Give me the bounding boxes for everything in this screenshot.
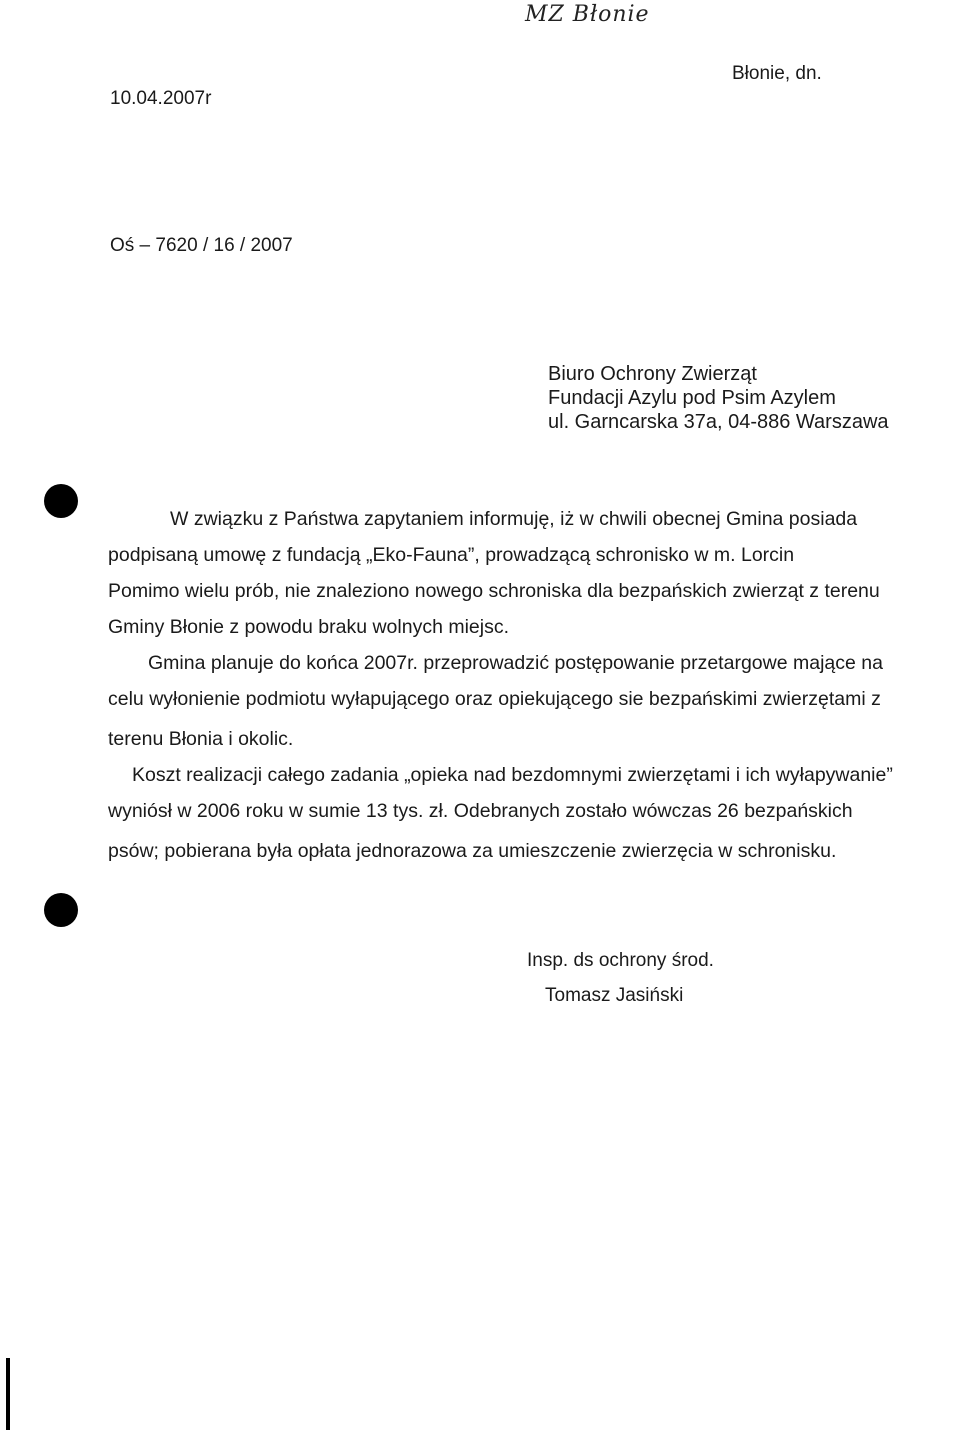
punch-hole-mark [44, 484, 78, 518]
body-line: celu wyłonienie podmiotu wyłapującego oraz opiekującego sie bezpańskimi zwierzętami z [108, 688, 881, 710]
recipient-line-3: ul. Garncarska 37a, 04-886 Warszawa [548, 411, 889, 433]
signature-name: Tomasz Jasiński [545, 985, 684, 1006]
document-date: 10.04.2007r [110, 88, 212, 109]
body-line: psów; pobierana była opłata jednorazowa za umieszczenie zwierzęcia w schronisku. [108, 840, 837, 862]
punch-hole-mark [44, 893, 78, 927]
recipient-line-2: Fundacji Azylu pod Psim Azylem [548, 387, 836, 409]
scan-edge-mark [6, 1358, 10, 1430]
body-line: Gminy Błonie z powodu braku wolnych miejsc. [108, 616, 510, 638]
body-line: W związku z Państwa zapytaniem informuję, iż w chwili obecnej Gmina posiada [170, 508, 858, 530]
body-line: Pomimo wielu prób, nie znaleziono nowego schroniska dla bezpańskich zwierząt z terenu [108, 580, 880, 602]
body-line: wyniósł w 2006 roku w sumie 13 tys. zł. Odebranych zostało wówczas 26 bezpańskich [108, 800, 853, 822]
body-line: terenu Błonia i okolic. [108, 728, 294, 750]
reference-number: Oś – 7620 / 16 / 2007 [110, 235, 293, 256]
body-line: podpisaną umowę z fundacją „Eko-Fauna”, prowadzącą schronisko w m. Lorcin [108, 544, 795, 566]
body-line: Koszt realizacji całego zadania „opieka nad bezdomnymi zwierzętami i ich wyłapywanie” [132, 764, 893, 786]
place-date-label: Błonie, dn. [732, 63, 822, 84]
handwritten-note: MZ Błonie [525, 2, 650, 27]
body-line: Gmina planuje do końca 2007r. przeprowadzić postępowanie przetargowe mające na [148, 652, 883, 674]
recipient-line-1: Biuro Ochrony Zwierząt [548, 363, 757, 385]
signature-title: Insp. ds ochrony środ. [527, 950, 714, 971]
